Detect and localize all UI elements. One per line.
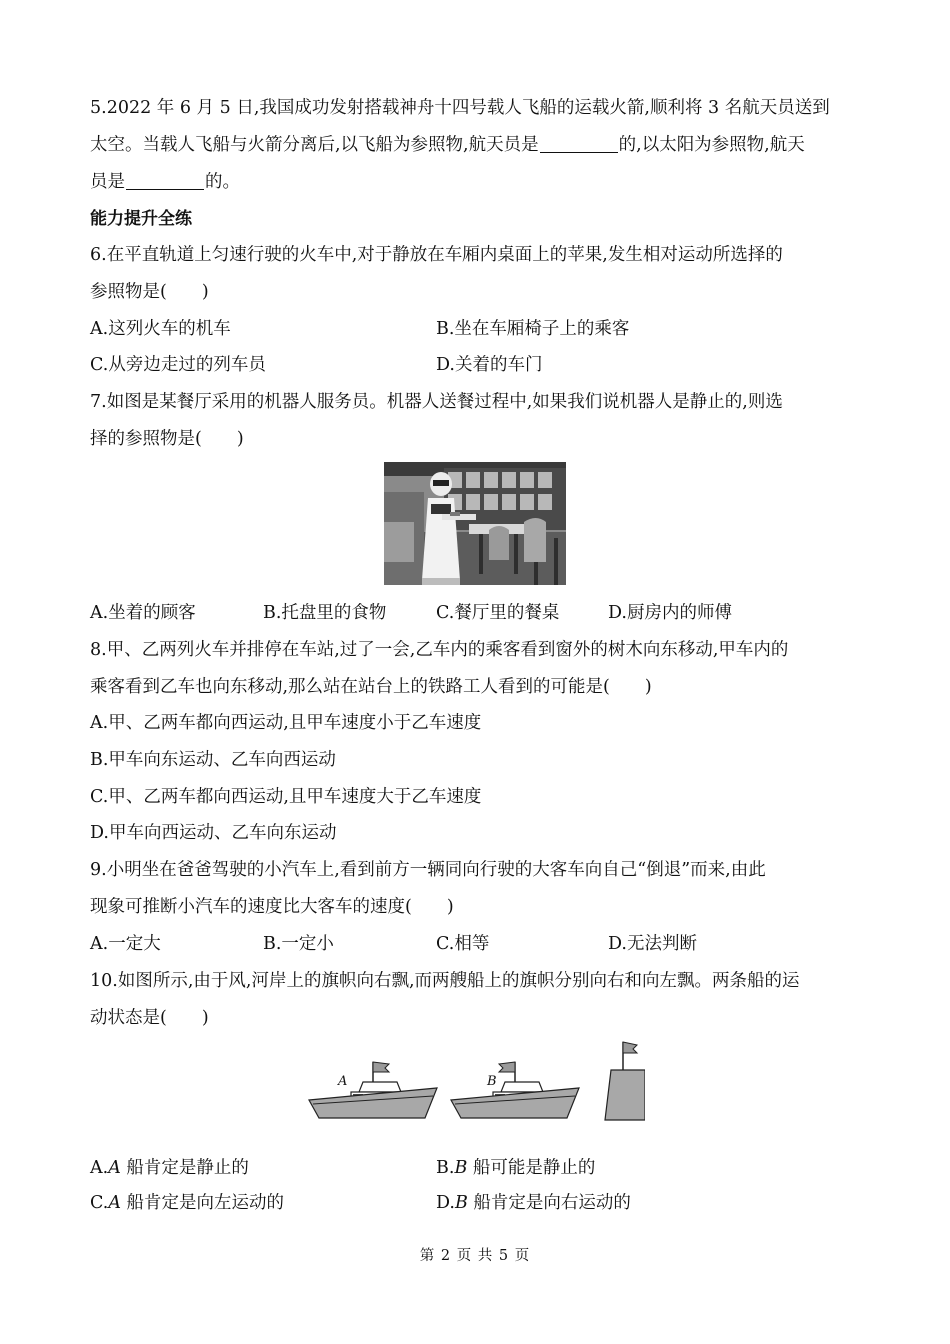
q5-line-2 xyxy=(90,132,805,158)
q7-option-b: B.托盘里的食物 xyxy=(263,603,387,623)
q5-text-d: 的。 xyxy=(205,172,240,192)
q10-option-c xyxy=(90,1190,284,1216)
q7-line-2: 择的参照物是( ) xyxy=(90,429,244,449)
q8-line-2: 乘客看到乙车也向东移动,那么站在站台上的铁路工人看到的可能是( ) xyxy=(90,677,652,697)
q9-option-c: C.相等 xyxy=(436,934,490,954)
q6-line-1: 6.在平直轨道上匀速行驶的火车中,对于静放在车厢内桌面上的苹果,发生相对运动所选择的 xyxy=(90,245,783,265)
q8-option-d: D.甲车向西运动、乙车向东运动 xyxy=(90,823,337,843)
q9-option-b: B.一定小 xyxy=(263,934,334,954)
q5-line-3 xyxy=(90,169,240,195)
q8-option-a: A.甲、乙两车都向西运动,且甲车速度小于乙车速度 xyxy=(90,713,482,733)
boat-a-label: A xyxy=(338,1074,348,1089)
q8-option-c: C.甲、乙两车都向西运动,且甲车速度大于乙车速度 xyxy=(90,787,482,807)
q10-option-b-letter: B. xyxy=(436,1158,455,1178)
q5-blank-2[interactable] xyxy=(126,171,204,190)
q9-line-2: 现象可推断小汽车的速度比大客车的速度( ) xyxy=(90,897,454,917)
q10-option-d-var: B xyxy=(454,1193,468,1213)
q10-option-a-text: 船肯定是静止的 xyxy=(120,1158,249,1178)
q9-option-a: A.一定大 xyxy=(90,934,161,954)
q5-text-b: 的,以太阳为参照物,航天 xyxy=(618,135,805,155)
q10-option-d-letter: D. xyxy=(436,1193,455,1213)
page-footer: 第 2 页 共 5 页 xyxy=(419,1248,531,1264)
q10-option-b xyxy=(436,1155,595,1181)
q10-option-a-letter: A. xyxy=(90,1158,109,1178)
q9-line-1: 9.小明坐在爸爸驾驶的小汽车上,看到前方一辆同向行驶的大客车向自己“倒退”而来,由此 xyxy=(90,860,766,880)
q8-option-b: B.甲车向东运动、乙车向西运动 xyxy=(90,750,336,770)
riverbank xyxy=(605,1042,645,1120)
q6-line-2: 参照物是( ) xyxy=(90,282,209,302)
q10-option-d-text: 船肯定是向右运动的 xyxy=(467,1193,631,1213)
q5-blank-1[interactable] xyxy=(540,134,618,153)
q5-line-1: 5.2022 年 6 月 5 日,我国成功发射搭载神舟十四号载人飞船的运载火箭,顺利将 3 名航天员送到 xyxy=(90,98,830,118)
q10-option-a xyxy=(90,1155,249,1181)
q10-option-b-text: 船可能是静止的 xyxy=(467,1158,596,1178)
q7-option-c: C.餐厅里的餐桌 xyxy=(436,603,560,623)
q7-line-1: 7.如图是某餐厅采用的机器人服务员。机器人送餐过程中,如果我们说机器人是静止的,则选 xyxy=(90,392,783,412)
q7-option-a: A.坐着的顾客 xyxy=(90,603,196,623)
q6-option-d: D.关着的车门 xyxy=(436,355,543,375)
q5-text-c: 员是 xyxy=(90,172,125,192)
robot-waiter-photo xyxy=(384,462,566,585)
q10-option-a-var: A xyxy=(108,1158,121,1178)
q10-option-c-var: A xyxy=(108,1193,121,1213)
boat-b-label: B xyxy=(487,1074,497,1089)
q10-line-2: 动状态是( ) xyxy=(90,1008,209,1028)
boat-a xyxy=(309,1062,437,1118)
q6-option-c: C.从旁边走过的列车员 xyxy=(90,355,266,375)
section-title: 能力提升全练 xyxy=(90,209,192,229)
boats-diagram xyxy=(305,1040,645,1122)
q5-text-a: 太空。当载人飞船与火箭分离后,以飞船为参照物,航天员是 xyxy=(90,135,539,155)
q10-option-b-var: B xyxy=(454,1158,468,1178)
q9-option-d: D.无法判断 xyxy=(608,934,697,954)
q10-option-c-letter: C. xyxy=(90,1193,109,1213)
q6-option-a: A.这列火车的机车 xyxy=(90,319,231,339)
q10-option-d xyxy=(436,1190,631,1216)
q7-option-d: D.厨房内的师傅 xyxy=(608,603,732,623)
q6-option-b: B.坐在车厢椅子上的乘客 xyxy=(436,319,630,339)
q8-line-1: 8.甲、乙两列火车并排停在车站,过了一会,乙车内的乘客看到窗外的树木向东移动,甲车内的 xyxy=(90,640,789,660)
boat-b xyxy=(451,1062,579,1118)
q10-line-1: 10.如图所示,由于风,河岸上的旗帜向右飘,而两艘船上的旗帜分别向右和向左飘。两条船的运 xyxy=(90,971,800,991)
q10-option-c-text: 船肯定是向左运动的 xyxy=(120,1193,285,1213)
